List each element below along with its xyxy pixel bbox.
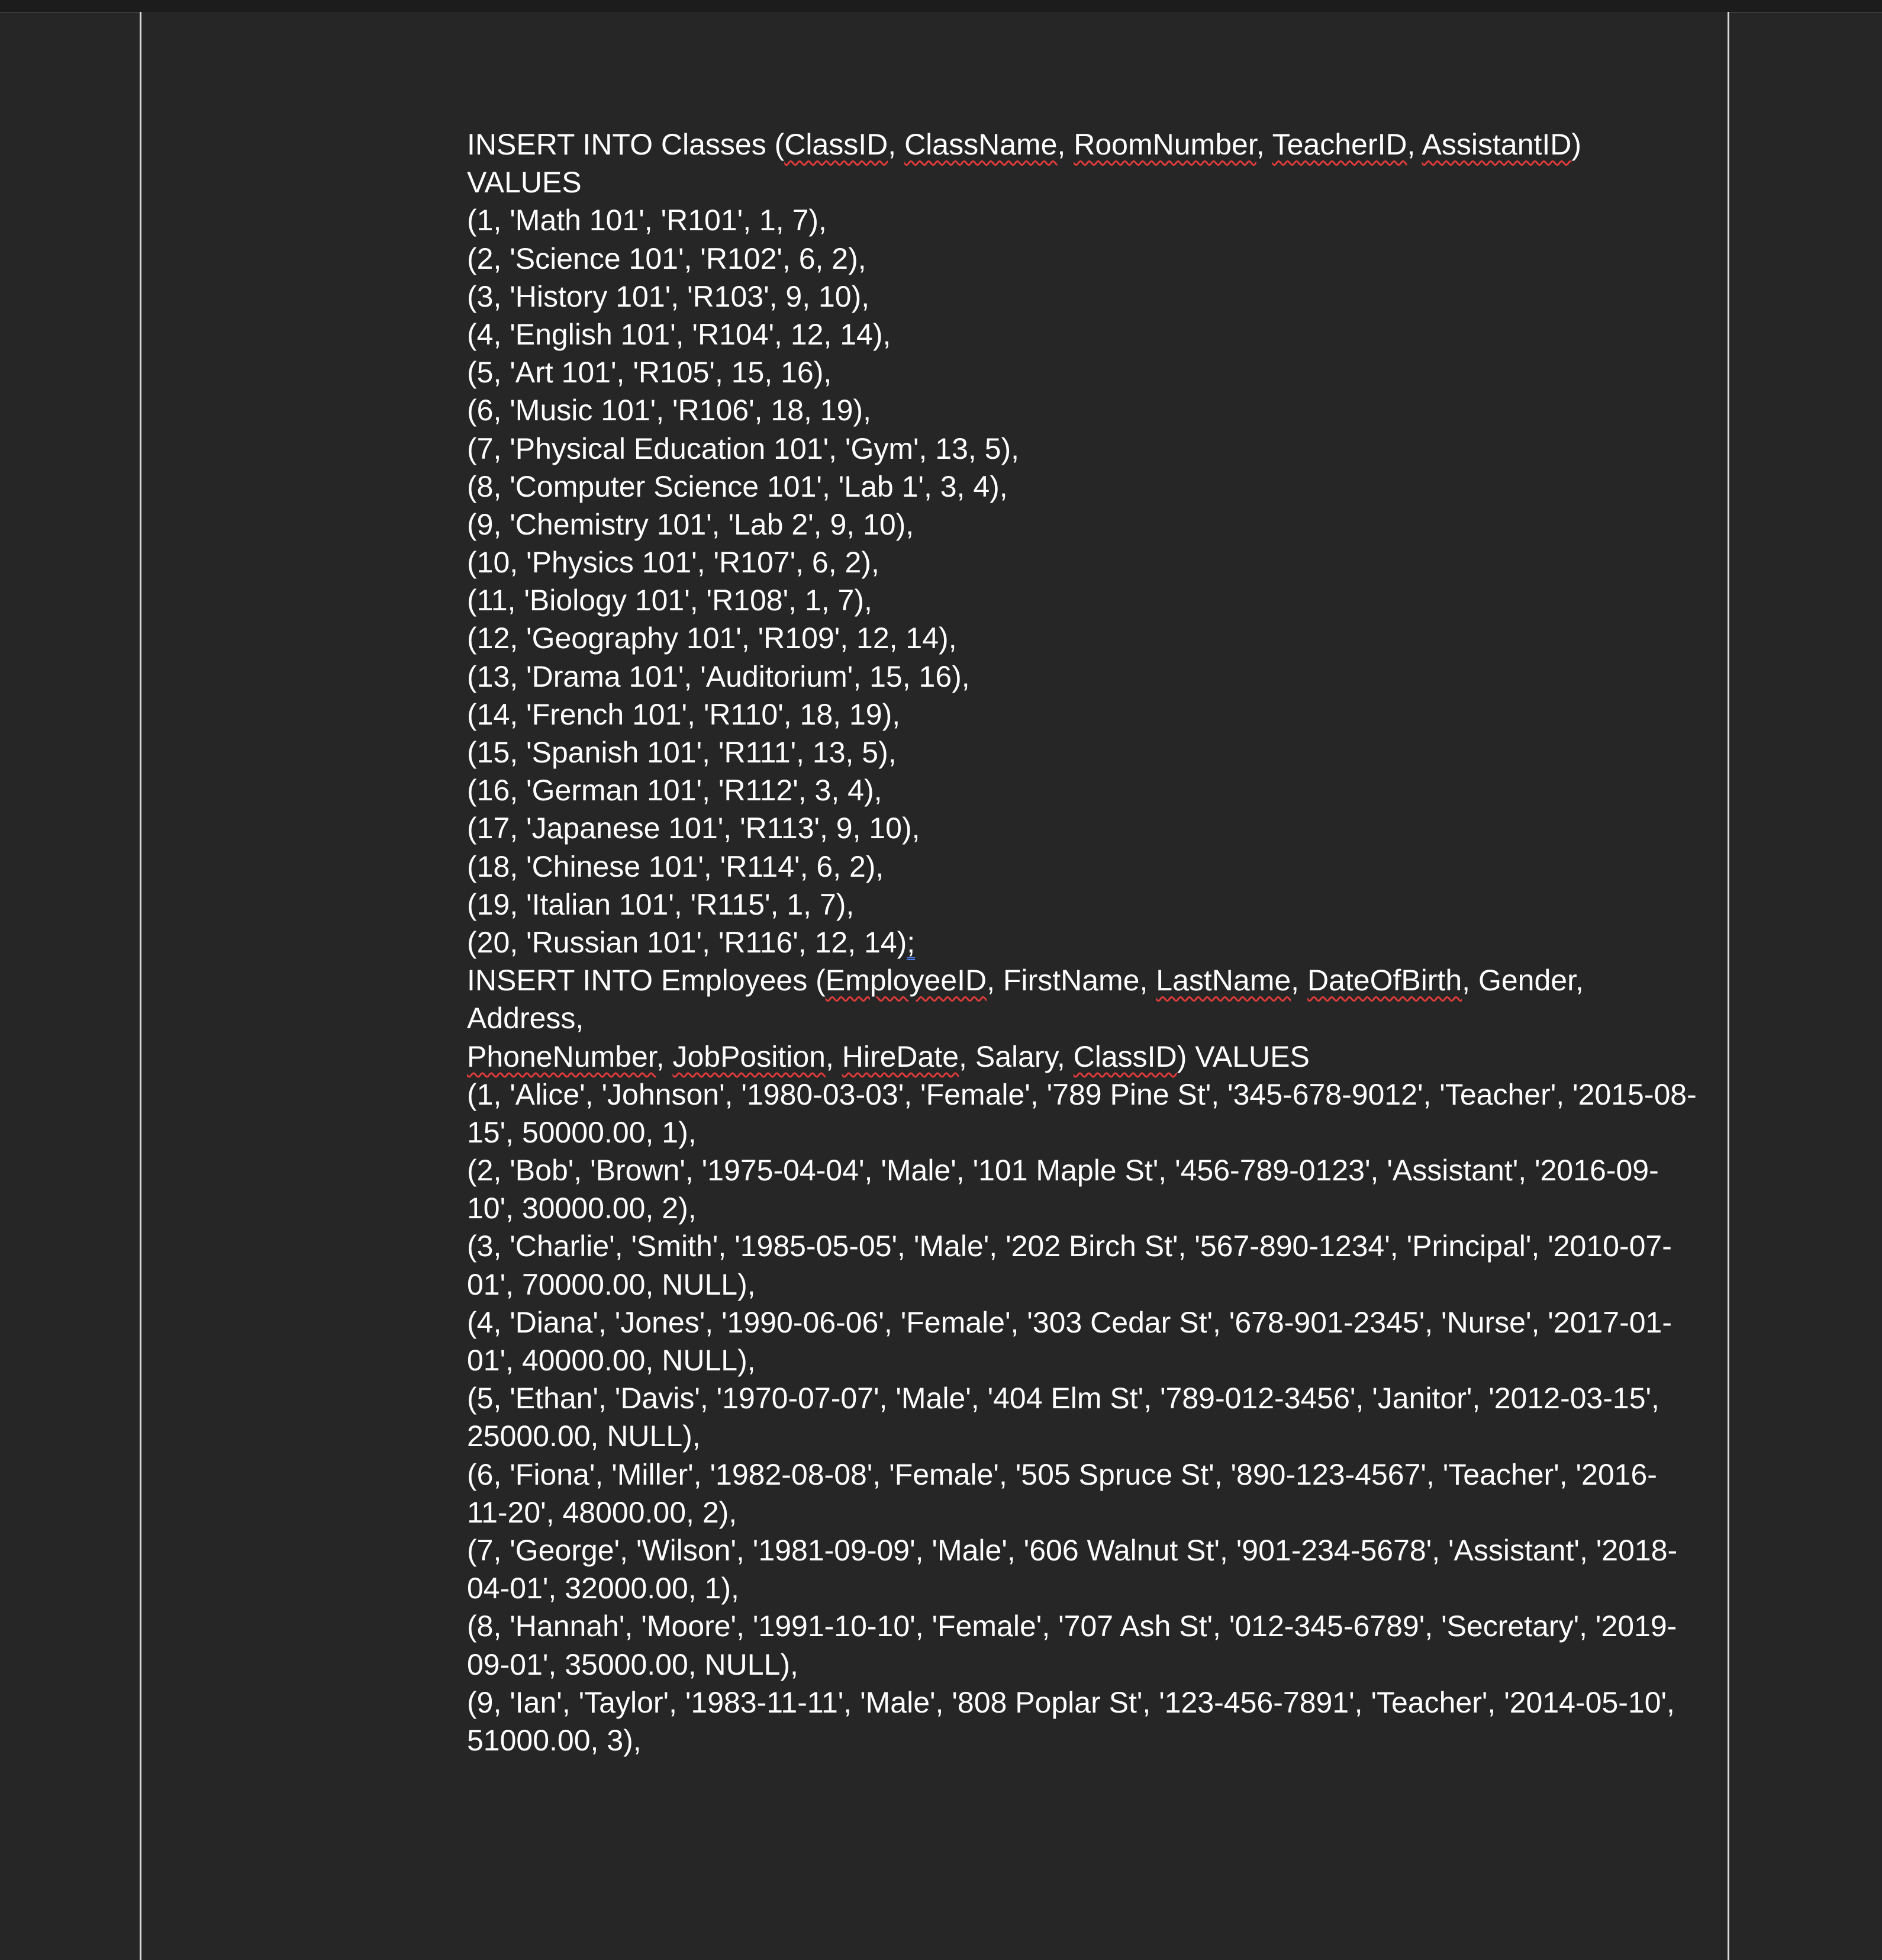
employee-row-line: (9, 'Ian', 'Taylor', '1983-11-11', 'Male', '808 Poplar St', '123-456-7891', 'Teacher', '2014-05-10', xyxy=(467,1685,1675,1719)
column-assistantid: AssistantID xyxy=(1422,128,1572,161)
employee-row-line: 11-20', 48000.00, 2), xyxy=(467,1495,737,1529)
class-row: (2, 'Science 101', 'R102', 6, 2), xyxy=(467,242,866,275)
column-salary: Salary xyxy=(975,1039,1057,1073)
column-jobposition: JobPosition xyxy=(672,1039,826,1073)
class-row-last xyxy=(467,923,1686,961)
class-row-last-text: (20, 'Russian 101', 'R116', 12, 14) xyxy=(467,925,907,959)
column-dateofbirth: DateOfBirth xyxy=(1307,964,1462,997)
column-phonenumber: PhoneNumber xyxy=(467,1039,656,1073)
statement-terminator: ; xyxy=(907,925,916,959)
class-row: (4, 'English 101', 'R104', 12, 14), xyxy=(467,317,891,351)
class-row: (10, 'Physics 101', 'R107', 6, 2), xyxy=(467,546,879,580)
employee-row-line: 15', 50000.00, 1), xyxy=(467,1115,697,1149)
column-roomnumber: RoomNumber xyxy=(1074,128,1256,161)
employee-row-line: (2, 'Bob', 'Brown', '1975-04-04', 'Male', '101 Maple St', '456-789-0123', 'Assistant', '2016-09- xyxy=(467,1154,1659,1187)
class-row: (18, 'Chinese 101', 'R114', 6, 2), xyxy=(467,849,884,883)
employee-row-line: 09-01', 35000.00, NULL), xyxy=(467,1647,798,1681)
class-row: (6, 'Music 101', 'R106', 18, 19), xyxy=(467,394,871,427)
employees-insert-header: INSERT INTO Employees (EmployeeID, FirstName, LastName, DateOfBirth, Gender, xyxy=(467,964,1584,997)
insert-keyword: INSERT INTO Classes ( xyxy=(467,128,785,161)
employee-row-line: 25000.00, NULL), xyxy=(467,1420,701,1453)
class-row: (1, 'Math 101', 'R101', 1, 7), xyxy=(467,204,827,237)
document-body[interactable] xyxy=(467,125,1697,1759)
column-hiredate: HireDate xyxy=(842,1039,959,1073)
column-address: Address, xyxy=(467,1002,584,1035)
employee-row-line: 10', 30000.00, 2), xyxy=(467,1192,697,1225)
employee-row-line: 01', 40000.00, NULL), xyxy=(467,1344,756,1377)
column-classid: ClassID xyxy=(784,128,888,161)
employee-row-line: (7, 'George', 'Wilson', '1981-09-09', 'Male', '606 Walnut St', '901-234-5678', 'Assistant', '2018- xyxy=(467,1533,1678,1567)
class-row: (5, 'Art 101', 'R105', 15, 16), xyxy=(467,356,832,390)
employees-columns-line2: PhoneNumber, JobPosition, HireDate, Salary, ClassID) VALUES xyxy=(467,1039,1310,1073)
employee-row-line: (1, 'Alice', 'Johnson', '1980-03-03', 'Female', '789 Pine St', '345-678-9012', 'Teacher', '2015-08- xyxy=(467,1077,1697,1111)
column-firstname: FirstName xyxy=(1003,964,1140,997)
values-keyword: VALUES xyxy=(467,166,582,199)
column-classname: ClassName xyxy=(904,128,1058,161)
column-lastname: LastName xyxy=(1156,964,1291,997)
classes-insert-header: INSERT INTO Classes (ClassID, ClassName, RoomNumber, TeacherID, AssistantID) xyxy=(467,128,1582,161)
class-row: (8, 'Computer Science 101', 'Lab 1', 3, 4), xyxy=(467,469,1008,503)
column-teacherid: TeacherID xyxy=(1272,128,1407,161)
window-top-bar xyxy=(0,0,1882,13)
column-employeeid: EmployeeID xyxy=(825,964,987,997)
class-row: (19, 'Italian 101', 'R115', 1, 7), xyxy=(467,887,855,921)
class-row: (12, 'Geography 101', 'R109', 12, 14), xyxy=(467,622,957,655)
class-row: (15, 'Spanish 101', 'R111', 13, 5), xyxy=(467,736,897,769)
insert-keyword: INSERT INTO Employees ( xyxy=(467,964,826,997)
class-row: (13, 'Drama 101', 'Auditorium', 15, 16), xyxy=(467,659,970,693)
column-gender: Gender, xyxy=(1478,964,1584,997)
employee-row-line: (5, 'Ethan', 'Davis', '1970-07-07', 'Male', '404 Elm St', '789-012-3456', 'Janitor', '2012-03-15', xyxy=(467,1382,1659,1415)
document-page[interactable] xyxy=(140,12,1729,1960)
class-row: (11, 'Biology 101', 'R108', 1, 7), xyxy=(467,584,872,617)
class-row: (16, 'German 101', 'R112', 3, 4), xyxy=(467,774,882,807)
values-keyword: ) VALUES xyxy=(1177,1039,1310,1073)
close-paren: ) xyxy=(1571,128,1582,161)
employee-row-line: (4, 'Diana', 'Jones', '1990-06-06', 'Female', '303 Cedar St', '678-901-2345', 'Nurse', '2017-01- xyxy=(467,1305,1672,1339)
column-classid: ClassID xyxy=(1073,1039,1177,1073)
class-row: (3, 'History 101', 'R103', 9, 10), xyxy=(467,279,870,313)
class-row: (7, 'Physical Education 101', 'Gym', 13, 5), xyxy=(467,432,1020,465)
employee-row-line: 04-01', 32000.00, 1), xyxy=(467,1572,739,1605)
employee-row-line: 01', 70000.00, NULL), xyxy=(467,1267,756,1301)
class-row: (9, 'Chemistry 101', 'Lab 2', 9, 10), xyxy=(467,507,914,541)
employee-row-line: (3, 'Charlie', 'Smith', '1985-05-05', 'Male', '202 Birch St', '567-890-1234', 'Principal', '2010-07- xyxy=(467,1230,1672,1263)
class-row: (14, 'French 101', 'R110', 18, 19), xyxy=(467,697,901,731)
employee-row-line: (6, 'Fiona', 'Miller', '1982-08-08', 'Female', '505 Spruce St', '890-123-4567', 'Teacher', '2016- xyxy=(467,1457,1657,1491)
employee-row-line: (8, 'Hannah', 'Moore', '1991-10-10', 'Female', '707 Ash St', '012-345-6789', 'Secretary', '2019- xyxy=(467,1610,1677,1643)
class-row: (17, 'Japanese 101', 'R113', 9, 10), xyxy=(467,812,920,845)
employee-row-line: 51000.00, 3), xyxy=(467,1723,642,1757)
